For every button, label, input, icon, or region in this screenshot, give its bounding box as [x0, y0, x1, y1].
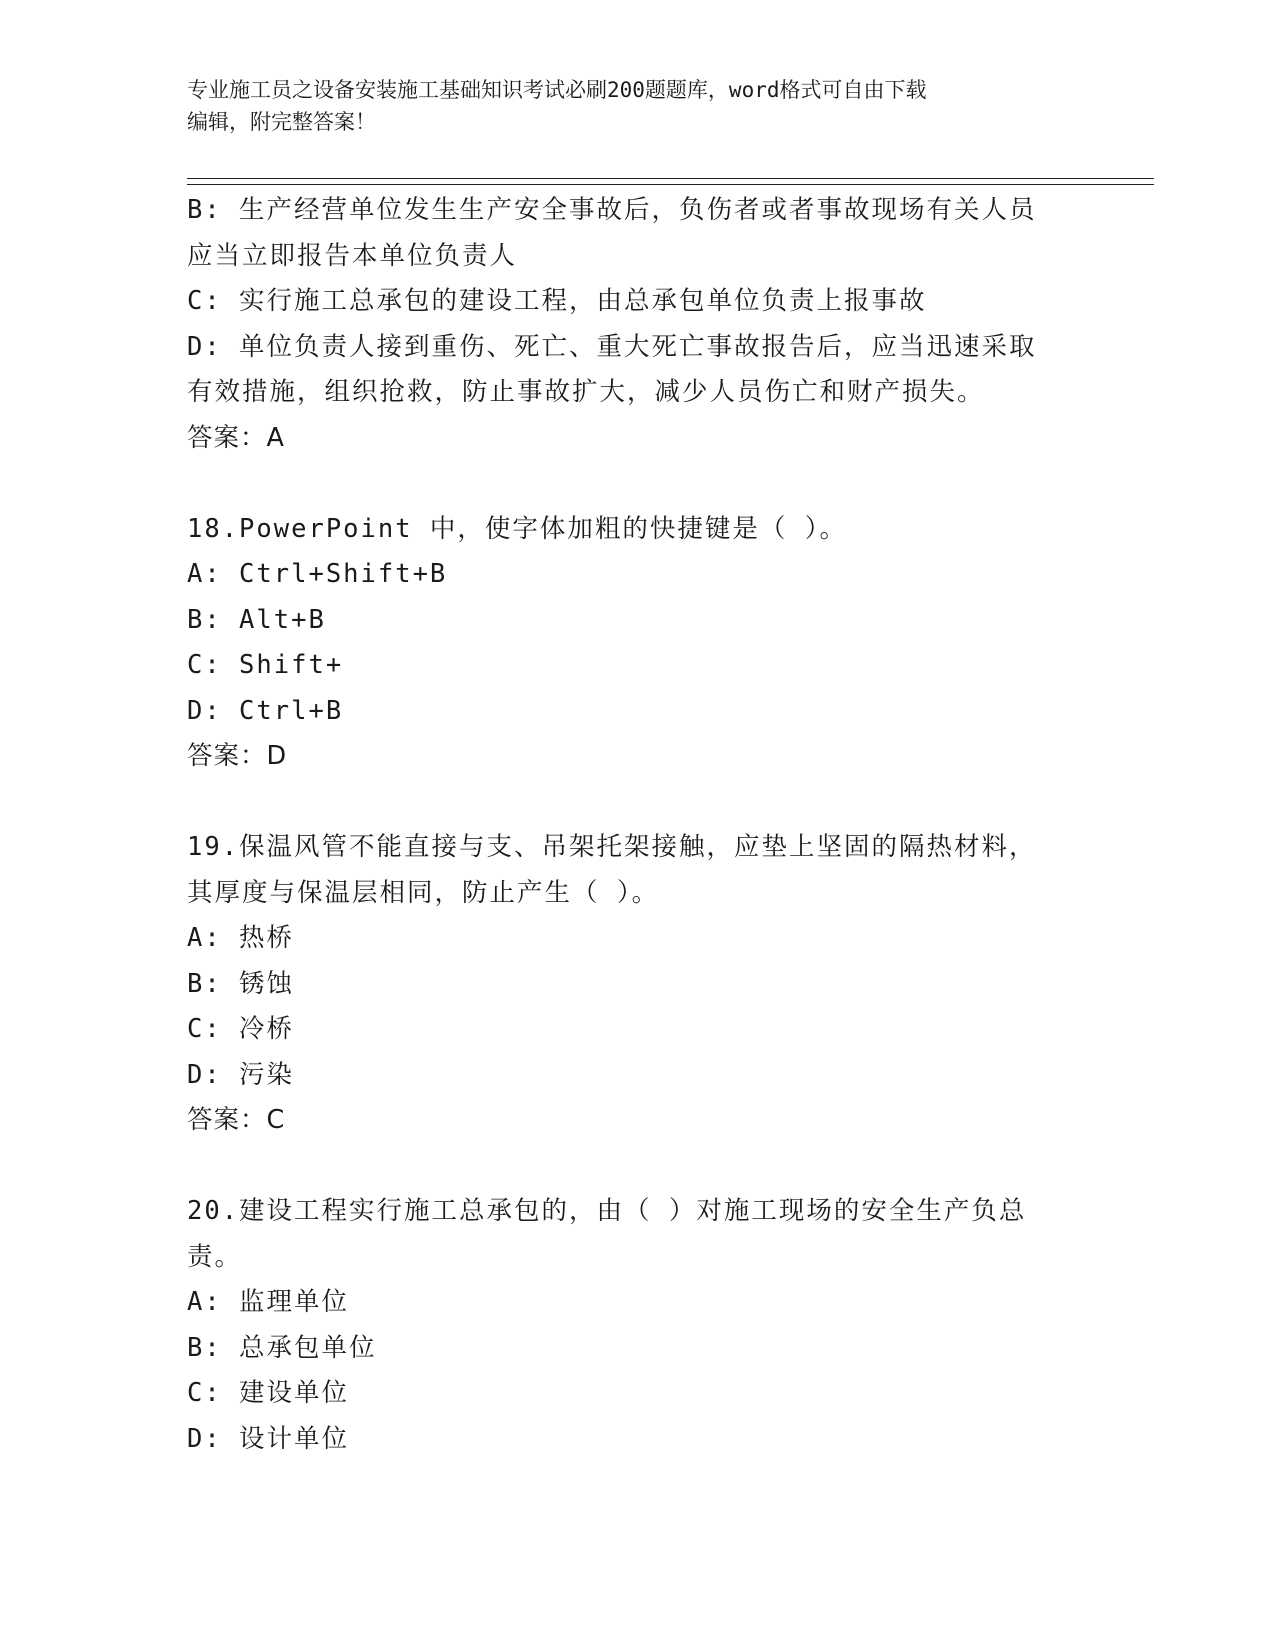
- q20-question-line-2: 责。: [187, 1241, 243, 1272]
- q19-option-b: B: 锈蚀: [187, 968, 295, 999]
- q17-option-c: C: 实行施工总承包的建设工程，由总承包单位负责上报事故: [187, 286, 927, 316]
- spacer: [187, 780, 1087, 826]
- q18-option-c: C: Shift+: [187, 650, 344, 680]
- q17-option-b-line-2: 应当立即报告本单位负责人: [187, 240, 518, 271]
- question-19-block: [187, 825, 1087, 1144]
- q20-question-line-1: 20.建设工程实行施工总承包的，由（ ）对施工现场的安全生产负总: [187, 1196, 1027, 1226]
- q17-option-b-line-1: B: 生产经营单位发生生产安全事故后，负伤者或者事故现场有关人员: [187, 195, 1037, 225]
- q18-question: 18.PowerPoint 中，使字体加粗的快捷键是（ ）。: [187, 513, 848, 544]
- q19-option-a: A: 热桥: [187, 923, 295, 953]
- q19-option-c: C: 冷桥: [187, 1014, 295, 1044]
- q20-option-b: B: 总承包单位: [187, 1332, 377, 1363]
- q20-option-d: D: 设计单位: [187, 1423, 350, 1454]
- q19-answer: 答案：C: [187, 1105, 286, 1135]
- q20-option-a: A: 监理单位: [187, 1287, 350, 1317]
- question-17-block: [187, 188, 1087, 461]
- spacer: [187, 461, 1087, 507]
- q19-option-d: D: 污染: [187, 1059, 295, 1090]
- document-header: [187, 74, 1067, 138]
- q18-option-b: B: Alt+B: [187, 604, 326, 635]
- header-title-line-1: 专业施工员之设备安装施工基础知识考试必刷200题题库，word格式可自由下载: [187, 78, 927, 102]
- q19-question-line-2: 其厚度与保温层相同，防止产生（ ）。: [187, 877, 660, 908]
- header-divider-bottom: [187, 184, 1154, 185]
- q17-option-d-line-2: 有效措施，组织抢救，防止事故扩大，减少人员伤亡和财产损失。: [187, 377, 985, 407]
- q17-option-d-line-1: D: 单位负责人接到重伤、死亡、重大死亡事故报告后，应当迅速采取: [187, 331, 1037, 362]
- header-title-line-2: 编辑，附完整答案！: [187, 110, 376, 134]
- question-18-block: [187, 507, 1087, 780]
- question-content: [187, 188, 1087, 1462]
- q18-option-a: A: Ctrl+Shift+B: [187, 559, 448, 589]
- header-divider-top: [187, 178, 1154, 179]
- q20-option-c: C: 建设单位: [187, 1378, 350, 1408]
- q18-answer: 答案：D: [187, 741, 288, 771]
- spacer: [187, 1144, 1087, 1190]
- q19-question-line-1: 19.保温风管不能直接与支、吊架托架接触，应垫上坚固的隔热材料，: [187, 832, 1037, 862]
- question-20-block: [187, 1189, 1087, 1462]
- q18-option-d: D: Ctrl+B: [187, 695, 344, 726]
- q17-answer: 答案：A: [187, 422, 285, 453]
